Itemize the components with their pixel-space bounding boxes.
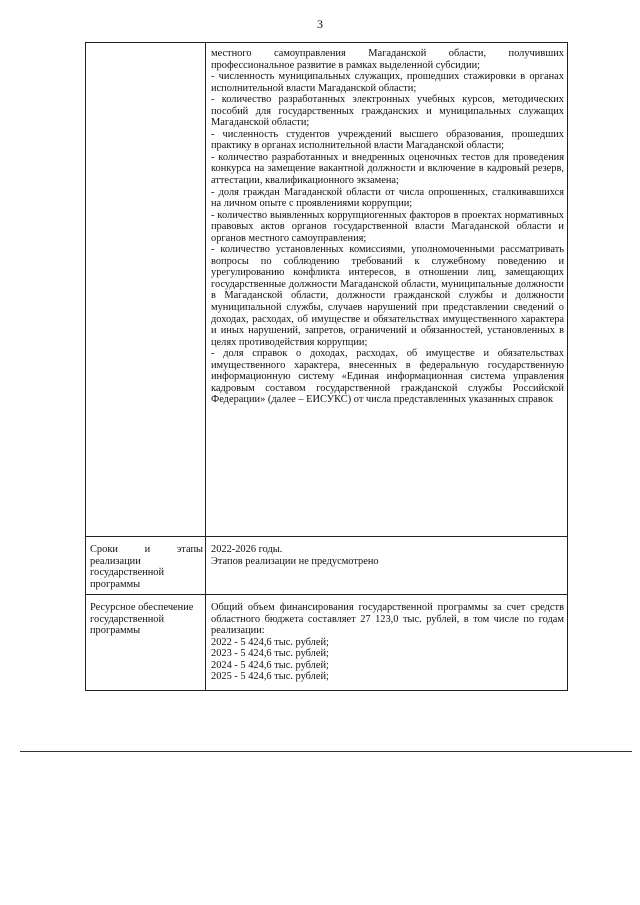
resources-label: Ресурсное обеспечение государственной программы xyxy=(90,602,194,637)
column-divider xyxy=(205,43,206,690)
terms-cell xyxy=(211,544,564,567)
program-passport-table xyxy=(85,42,568,691)
resources-year: 2025 - 5 424,6 тыс. рублей; xyxy=(211,671,329,683)
resources-cell xyxy=(211,602,564,683)
resources-year: 2023 - 5 424,6 тыс. рублей; xyxy=(211,648,329,660)
indicator-item: - численность муниципальных служащих, прошедших стажировки в органах исполнительной власти Магаданской области; xyxy=(211,71,564,94)
terms-period: 2022-2026 годы. xyxy=(211,544,283,555)
indicator-item: - количество установленных комиссиями, уполномоченными рассматривать вопросы по соблюдению требований к служебному поведению и урегулированию конфликта интересов, в отношении лиц, замещающих государственные должности Магаданской области, муниципальные должности в Магаданской области, должности гражданской службы и должности муниципальной службы, случаев нарушений при представлении сведений о доходах, расходах, об имуществе и обязательствах имущественного характера и иных нарушений, запретов, ограничений и обязанностей, установленных в целях противодействия коррупции; xyxy=(211,244,564,348)
indicators-cell xyxy=(211,48,564,406)
resources-intro: Общий объем финансирования государственной программы за счет средств областного бюджета составляет 27 123,0 тыс. рублей, в том числе по годам реализации: xyxy=(211,602,564,637)
indicator-item: местного самоуправления Магаданской области, получивших профессиональное развитие в рамках выделенной субсидии; xyxy=(211,48,564,71)
row-divider xyxy=(86,594,567,595)
indicator-item: - доля справок о доходах, расходах, об имуществе и обязательствах имущественного характера, внесенных в федеральную государственную информационную систему «Единая информационная система управления кадровым составом государственной гражданской службы Российской Федерации» (далее – ЕИСУКС) от числа представленных указанных справок xyxy=(211,348,564,406)
indicator-item: - численность студентов учреждений высшего образования, прошедших практику в органах исполнительной власти Магаданской области; xyxy=(211,128,564,152)
terms-label: Сроки и этапы реализации государственной программы xyxy=(90,544,203,590)
indicator-item: - количество разработанных электронных учебных курсов, методических пособий для государственных гражданских и муниципальных служащих Магаданской области; xyxy=(211,94,564,129)
bottom-rule xyxy=(20,751,632,752)
indicator-item: - доля граждан Магаданской области от числа опрошенных, сталкивавшихся на личном опыте с проявлениями коррупции; xyxy=(211,186,564,210)
indicator-item: - количество разработанных и внедренных оценочных тестов для проведения конкурса на замещение вакантной должности и включение в кадровый резерв, аттестации, квалификационного экзамена; xyxy=(211,151,564,187)
terms-stages: Этапов реализации не предусмотрено xyxy=(211,555,379,567)
resources-year: 2024 - 5 424,6 тыс. рублей; xyxy=(211,659,329,671)
indicator-item: - количество выявленных коррупциогенных факторов в проектах нормативных правовых актов органов государственной власти Магаданской области и органов местного самоуправления; xyxy=(211,209,564,244)
row-divider xyxy=(86,536,567,537)
page-number: 3 xyxy=(317,17,323,31)
resources-year: 2022 - 5 424,6 тыс. рублей; xyxy=(211,636,329,648)
